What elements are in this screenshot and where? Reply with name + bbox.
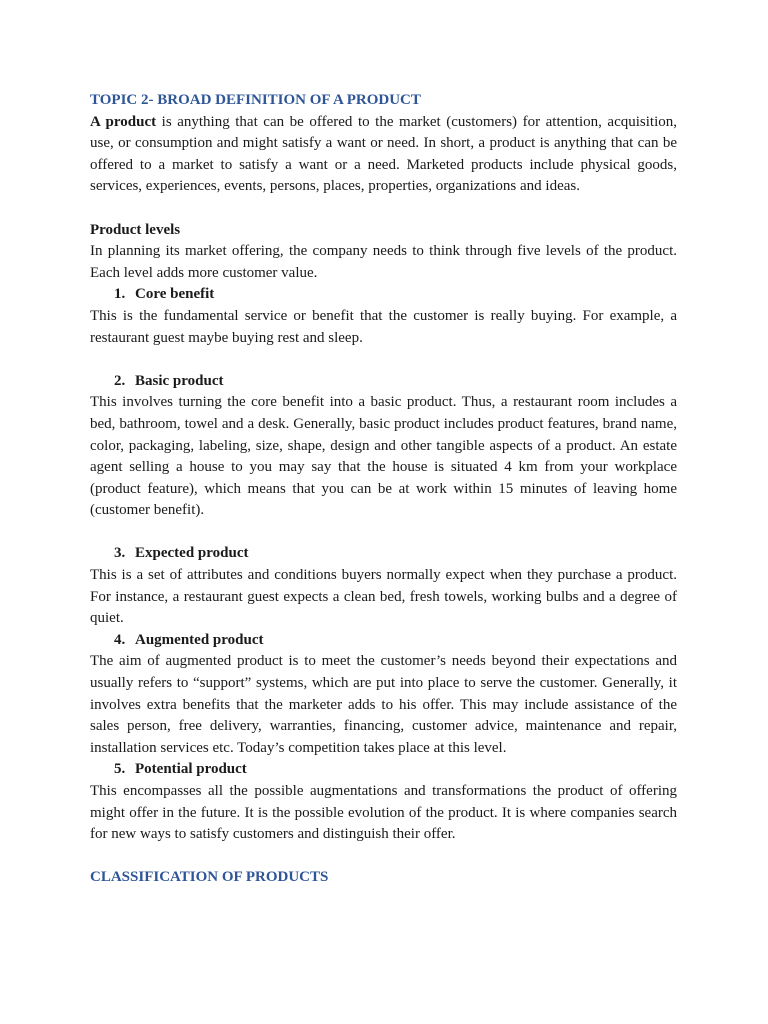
topic-heading: TOPIC 2- BROAD DEFINITION OF A PRODUCT bbox=[90, 92, 421, 108]
level-number: 4. bbox=[114, 631, 126, 648]
level-title-text: Potential product bbox=[135, 761, 247, 778]
level-title-basic-product bbox=[90, 371, 677, 393]
level-title-text: Expected product bbox=[135, 545, 249, 562]
document-page bbox=[90, 90, 677, 889]
level-title-text: Basic product bbox=[135, 372, 224, 389]
level-title-core-benefit bbox=[90, 284, 677, 306]
level-text-core-benefit: This is the fundamental service or benefit that the customer is really buying. For example, a restaurant guest maybe buying rest and sleep. bbox=[90, 307, 677, 346]
level-text-basic-product: This involves turning the core benefit into a basic product. Thus, a restaurant room includes a bed, bathroom, towel and a desk. Generally, basic product includes product features, brand name, color, packaging, labeling, size, shape, design and other tangible aspects of a product. An estate agent selling a house to you may say that the house is situated 4 km from your workplace (product feature), which means that you can be at work within 15 minutes of leaving home (customer benefit). bbox=[90, 394, 677, 519]
intro-paragraph bbox=[90, 112, 677, 198]
level-title-text: Augmented product bbox=[135, 631, 264, 648]
product-levels-title: Product levels bbox=[90, 221, 181, 238]
level-number: 1. bbox=[114, 286, 126, 303]
spacer bbox=[90, 846, 677, 868]
product-levels-intro: In planning its market offering, the company needs to think through five levels of the product. Each level adds more customer value. bbox=[90, 243, 677, 281]
classification-heading: CLASSIFICATION OF PRODUCTS bbox=[90, 869, 329, 886]
level-number: 2. bbox=[114, 372, 126, 389]
spacer bbox=[90, 349, 677, 371]
level-text-augmented-product: The aim of augmented product is to meet the customer’s needs beyond their expectations and usually refers to “support” systems, which are put into place to serve the customer. Generally, it involves extra benefits that the marketer adds to his offer. This may include assistance of the sales person, free delivery, warranties, financing, customer advice, maintenance and repair, installation services etc. Today’s competition takes place at this level. bbox=[90, 653, 677, 756]
level-title-augmented-product bbox=[90, 630, 677, 652]
intro-term: A product bbox=[90, 113, 157, 130]
spacer bbox=[90, 522, 677, 544]
level-title-expected-product bbox=[90, 543, 677, 565]
level-text-expected-product: This is a set of attributes and conditions buyers normally expect when they purchase a product. For instance, a restaurant guest expects a clean bed, fresh towels, working bulbs and a degree of quiet. bbox=[90, 567, 677, 627]
spacer bbox=[90, 198, 677, 220]
level-text-potential-product: This encompasses all the possible augmentations and transformations the product of offering might offer in the future. It is the possible evolution of the product. It is where companies search for new ways to satisfy customers and distinguish their offer. bbox=[90, 783, 677, 843]
intro-text: is anything that can be offered to the market (customers) for attention, acquisition, use, or consumption and might satisfy a want or need. In short, a product is anything that can be offered to a market to satisfy a want or a need. Marketed products include physical goods, services, experiences, events, persons, places, properties, organizations and ideas. bbox=[90, 113, 677, 195]
level-title-text: Core benefit bbox=[135, 286, 215, 303]
level-title-potential-product bbox=[90, 759, 677, 781]
level-number: 5. bbox=[114, 761, 126, 778]
level-number: 3. bbox=[114, 545, 126, 562]
